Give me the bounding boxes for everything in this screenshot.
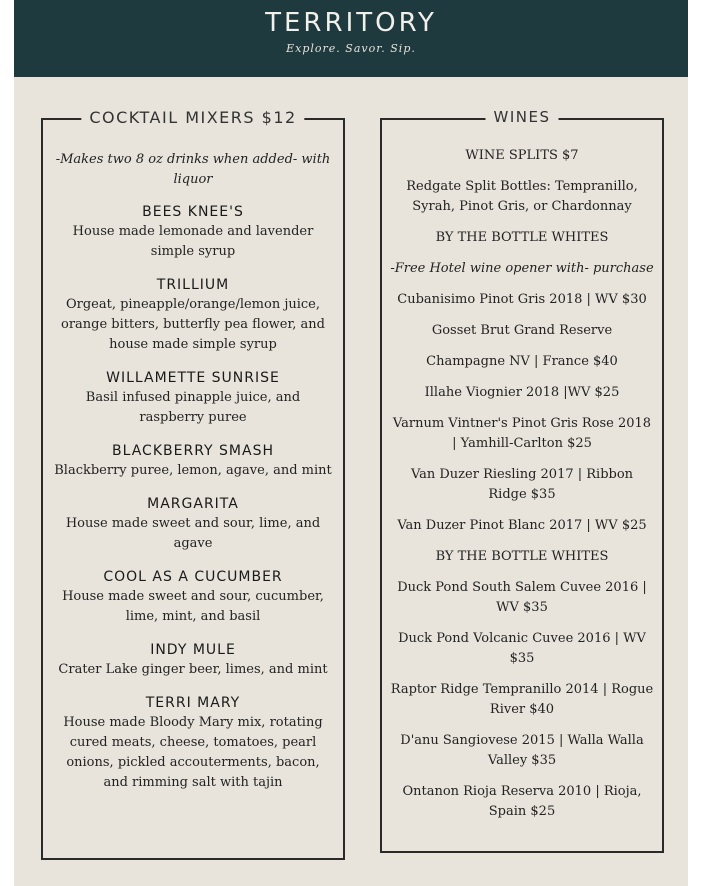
cocktail-name: TRILLIUM	[156, 277, 230, 293]
wine-entry: D'anu Sangiovese 2015 | Walla Walla Valley $35	[400, 733, 644, 768]
wine-entry: Van Duzer Pinot Blanc 2017 | WV $25	[397, 518, 647, 533]
wine-section-title: WINES	[486, 108, 559, 126]
cocktail-description: Orgeat, pineapple/orange/lemon juice, orange bitters, butterfly pea flower, and house made simple syrup	[61, 297, 325, 352]
wine-entry: Cubanisimo Pinot Gris 2018 | WV $30	[397, 292, 647, 307]
cocktail-section	[41, 108, 345, 860]
cocktail-description: Crater Lake ginger beer, limes, and mint	[58, 662, 328, 677]
cocktail-description: House made lemonade and lavender simple syrup	[72, 224, 314, 259]
cocktail-name: TERRI MARY	[145, 695, 241, 711]
wine-entry: Illahe Viognier 2018 |WV $25	[424, 385, 620, 400]
wine-entry: Ontanon Rioja Reserva 2010 | Rioja, Spain $25	[402, 784, 642, 819]
cocktail-section-title: COCKTAIL MIXERS $12	[81, 108, 304, 127]
cocktail-name: WILLAMETTE SUNRISE	[106, 370, 280, 386]
cocktail-description: House made Bloody Mary mix, rotating cured meats, cheese, tomatoes, pearl onions, pickled accouterments, bacon, and rimming salt with tajin	[63, 715, 323, 790]
wine-entry: Van Duzer Riesling 2017 | Ribbon Ridge $35	[410, 467, 634, 502]
header-banner	[14, 0, 688, 77]
wine-entry: Duck Pond South Salem Cuvee 2016 | WV $35	[397, 580, 647, 615]
wine-entry: BY THE BOTTLE WHITES	[435, 230, 609, 245]
cocktail-name: BEES KNEE'S	[142, 204, 244, 220]
cocktail-description: House made sweet and sour, lime, and agave	[65, 516, 321, 551]
wine-note: -Free Hotel wine opener with- purchase	[390, 261, 654, 276]
wine-entry: Redgate Split Bottles: Tempranillo, Syrah, Pinot Gris, or Chardonnay	[406, 179, 638, 214]
brand-tagline: Explore. Savor. Sip.	[286, 42, 416, 55]
cocktail-name: INDY MULE	[150, 642, 236, 658]
cocktail-description: Blackberry puree, lemon, agave, and mint	[54, 463, 332, 478]
cocktail-name: BLACKBERRY SMASH	[112, 443, 274, 459]
cocktail-description: Basil infused pinapple juice, and raspberry puree	[85, 390, 301, 425]
wine-entry: Gosset Brut Grand Reserve	[431, 323, 613, 338]
wine-entry: BY THE BOTTLE WHITES	[435, 549, 609, 564]
wine-entry: Raptor Ridge Tempranillo 2014 | Rogue River $40	[390, 682, 654, 717]
cocktail-name: COOL AS A CUCUMBER	[103, 569, 283, 585]
menu-page	[14, 0, 688, 886]
wine-entry: Duck Pond Volcanic Cuvee 2016 | WV $35	[398, 631, 646, 666]
cocktail-description: House made sweet and sour, cucumber, lime, mint, and basil	[62, 589, 324, 624]
cocktail-note: -Makes two 8 oz drinks when added- with liquor	[55, 152, 331, 187]
wine-section	[380, 108, 664, 853]
cocktail-list	[43, 150, 343, 806]
brand-name: TERRITORY	[265, 8, 437, 38]
cocktail-name: MARGARITA	[147, 496, 239, 512]
wine-list	[382, 146, 662, 833]
wine-entry: Champagne NV | France $40	[426, 354, 618, 369]
wine-entry: Varnum Vintner's Pinot Gris Rose 2018 | Yamhill-Carlton $25	[392, 416, 652, 451]
wine-entry: WINE SPLITS $7	[465, 148, 579, 163]
